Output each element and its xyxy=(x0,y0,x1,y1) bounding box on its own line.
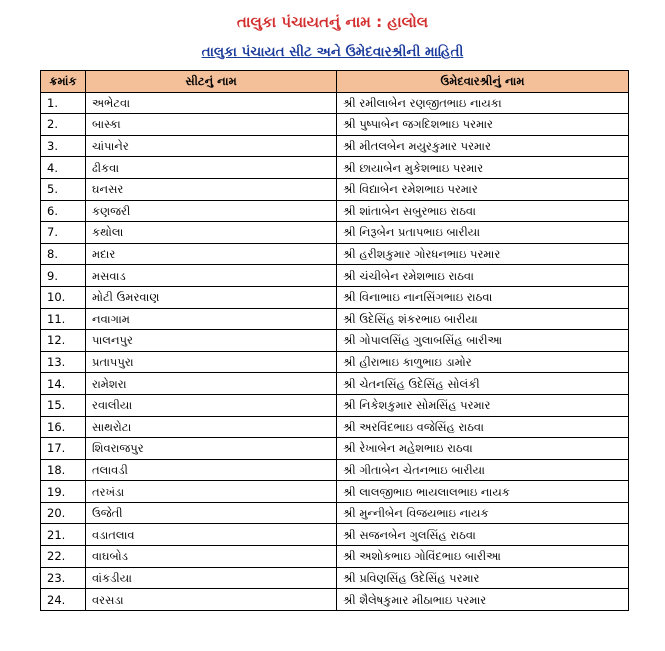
row-serial: 21. xyxy=(41,524,86,546)
row-candidate-name: શ્રી નિકેશકુમાર સોમસિંહ પરમાર xyxy=(337,394,629,416)
row-seat-name: કથોલા xyxy=(86,222,337,244)
row-seat-name: નવાગામ xyxy=(86,308,337,330)
row-serial: 20. xyxy=(41,502,86,524)
table-row xyxy=(41,438,629,460)
table-row xyxy=(41,265,629,287)
table-row xyxy=(41,567,629,589)
row-seat-name: મસવાડ xyxy=(86,265,337,287)
table-row xyxy=(41,286,629,308)
row-serial: 12. xyxy=(41,330,86,352)
row-serial: 1. xyxy=(41,92,86,114)
row-seat-name: ઢીકવા xyxy=(86,157,337,179)
row-seat-name: પ્રતાપપુરા xyxy=(86,351,337,373)
row-candidate-name: શ્રી વિદ્યાબેન રમેશભાઇ પરમાર xyxy=(337,178,629,200)
table-row xyxy=(41,92,629,114)
table-row xyxy=(41,502,629,524)
row-candidate-name: શ્રી રમીલાબેન રણજીતભાઇ નાયકા xyxy=(337,92,629,114)
row-seat-name: તલાવડી xyxy=(86,459,337,481)
row-serial: 10. xyxy=(41,286,86,308)
row-serial: 2. xyxy=(41,114,86,136)
row-candidate-name: શ્રી ગીતાબેન ચેતનભાઇ બારીયા xyxy=(337,459,629,481)
row-serial: 17. xyxy=(41,438,86,460)
row-candidate-name: શ્રી શૈલેષકુમાર મીઠાભાઇ પરમાર xyxy=(337,589,629,611)
row-seat-name: તરખંડા xyxy=(86,481,337,503)
row-seat-name: કણજરી xyxy=(86,200,337,222)
row-serial: 6. xyxy=(41,200,86,222)
row-candidate-name: શ્રી સજનબેન ગુલસિંહ રાઠવા xyxy=(337,524,629,546)
row-serial: 11. xyxy=(41,308,86,330)
table-row xyxy=(41,394,629,416)
row-candidate-name: શ્રી નિરૂબેન પ્રતાપભાઇ બારીયા xyxy=(337,222,629,244)
row-candidate-name: શ્રી ગોપાલસિંહ ગુલાબસિંહ બારીઆ xyxy=(337,330,629,352)
table-row xyxy=(41,114,629,136)
table-row xyxy=(41,351,629,373)
row-seat-name: બાસ્કા xyxy=(86,114,337,136)
row-serial: 3. xyxy=(41,135,86,157)
row-candidate-name: શ્રી હરીશકુમાર ગોરધનભાઇ પરમાર xyxy=(337,243,629,265)
row-seat-name: વાઘબોડ xyxy=(86,546,337,568)
table-row xyxy=(41,178,629,200)
row-seat-name: ઘનસર xyxy=(86,178,337,200)
row-seat-name: અભેટવા xyxy=(86,92,337,114)
row-candidate-name: શ્રી પ્રવિણસિંહ ઉદેસિંહ પરમાર xyxy=(337,567,629,589)
row-candidate-name: શ્રી ચંચીબેન રમેશભાઇ રાઠવા xyxy=(337,265,629,287)
row-candidate-name: શ્રી લાલજીભાઇ ભાયલાલભાઇ નાયક xyxy=(337,481,629,503)
page-title: તાલુકા પંચાયતનું નામ : હાલોલ xyxy=(236,13,429,31)
row-serial: 5. xyxy=(41,178,86,200)
table-row xyxy=(41,157,629,179)
row-serial: 24. xyxy=(41,589,86,611)
row-candidate-name: શ્રી મુન્નીબેન વિજયભાઇ નાયક xyxy=(337,502,629,524)
row-candidate-name: શ્રી હીરાભાઇ કાળુભાઇ ડામોર xyxy=(337,351,629,373)
row-serial: 19. xyxy=(41,481,86,503)
table-row xyxy=(41,481,629,503)
table-row xyxy=(41,546,629,568)
row-candidate-name: શ્રી પુષ્પાબેન જગદિશભાઇ પરમાર xyxy=(337,114,629,136)
row-candidate-name: શ્રી મીતલબેન મયુરકુમાર પરમાર xyxy=(337,135,629,157)
row-candidate-name: શ્રી વિનાભાઇ નાનસિંગભાઇ રાઠવા xyxy=(337,286,629,308)
row-seat-name: મદાર xyxy=(86,243,337,265)
row-seat-name: વડાતલાવ xyxy=(86,524,337,546)
table-header-row xyxy=(41,71,629,93)
row-serial: 22. xyxy=(41,546,86,568)
table-row xyxy=(41,135,629,157)
table-row xyxy=(41,330,629,352)
table-row xyxy=(41,416,629,438)
table-row xyxy=(41,222,629,244)
row-seat-name: રામેશરા xyxy=(86,373,337,395)
row-serial: 7. xyxy=(41,222,86,244)
row-serial: 4. xyxy=(41,157,86,179)
row-seat-name: રવાલીયા xyxy=(86,394,337,416)
row-serial: 15. xyxy=(41,394,86,416)
header-candidate-name: ઉમેદવારશ્રીનું નામ xyxy=(337,71,629,93)
row-seat-name: મોટી ઉમરવાણ xyxy=(86,286,337,308)
row-seat-name: ચાંપાનેર xyxy=(86,135,337,157)
row-candidate-name: શ્રી ચેતનસિંહ ઉદેસિંહ સોલંકી xyxy=(337,373,629,395)
page-subtitle: તાલુકા પંચાયત સીટ અને ઉમેદવારશ્રીની માહિતી xyxy=(201,44,464,60)
row-candidate-name: શ્રી શાંતાબેન સબુરભાઇ રાઠવા xyxy=(337,200,629,222)
row-candidate-name: શ્રી છાયાબેન મુકેશભાઇ પરમાર xyxy=(337,157,629,179)
row-serial: 13. xyxy=(41,351,86,373)
table-row xyxy=(41,373,629,395)
candidates-table xyxy=(40,70,629,611)
table-row xyxy=(41,524,629,546)
table-row xyxy=(41,308,629,330)
row-serial: 14. xyxy=(41,373,86,395)
row-serial: 8. xyxy=(41,243,86,265)
row-serial: 23. xyxy=(41,567,86,589)
row-serial: 9. xyxy=(41,265,86,287)
row-candidate-name: શ્રી અશોકભાઇ ગોવિંદભાઇ બારીઆ xyxy=(337,546,629,568)
table-row xyxy=(41,589,629,611)
table-row xyxy=(41,243,629,265)
row-seat-name: ઉજેતી xyxy=(86,502,337,524)
header-seat-name: સીટનું નામ xyxy=(86,71,337,93)
table-row xyxy=(41,200,629,222)
row-candidate-name: શ્રી રેખાબેન મહેશભાઇ રાઠવા xyxy=(337,438,629,460)
row-candidate-name: શ્રી ઉદેસિંહ શંકરભાઇ બારીયા xyxy=(337,308,629,330)
row-serial: 18. xyxy=(41,459,86,481)
row-seat-name: પાલનપુર xyxy=(86,330,337,352)
row-serial: 16. xyxy=(41,416,86,438)
row-seat-name: સાથરોટા xyxy=(86,416,337,438)
row-seat-name: વરસડા xyxy=(86,589,337,611)
row-seat-name: વાંકડીયા xyxy=(86,567,337,589)
row-seat-name: શિવરાજપુર xyxy=(86,438,337,460)
header-serial: ક્રમાંક xyxy=(41,71,86,93)
table-row xyxy=(41,459,629,481)
row-candidate-name: શ્રી અરવિંદભાઇ વજેસિંહ રાઠવા xyxy=(337,416,629,438)
